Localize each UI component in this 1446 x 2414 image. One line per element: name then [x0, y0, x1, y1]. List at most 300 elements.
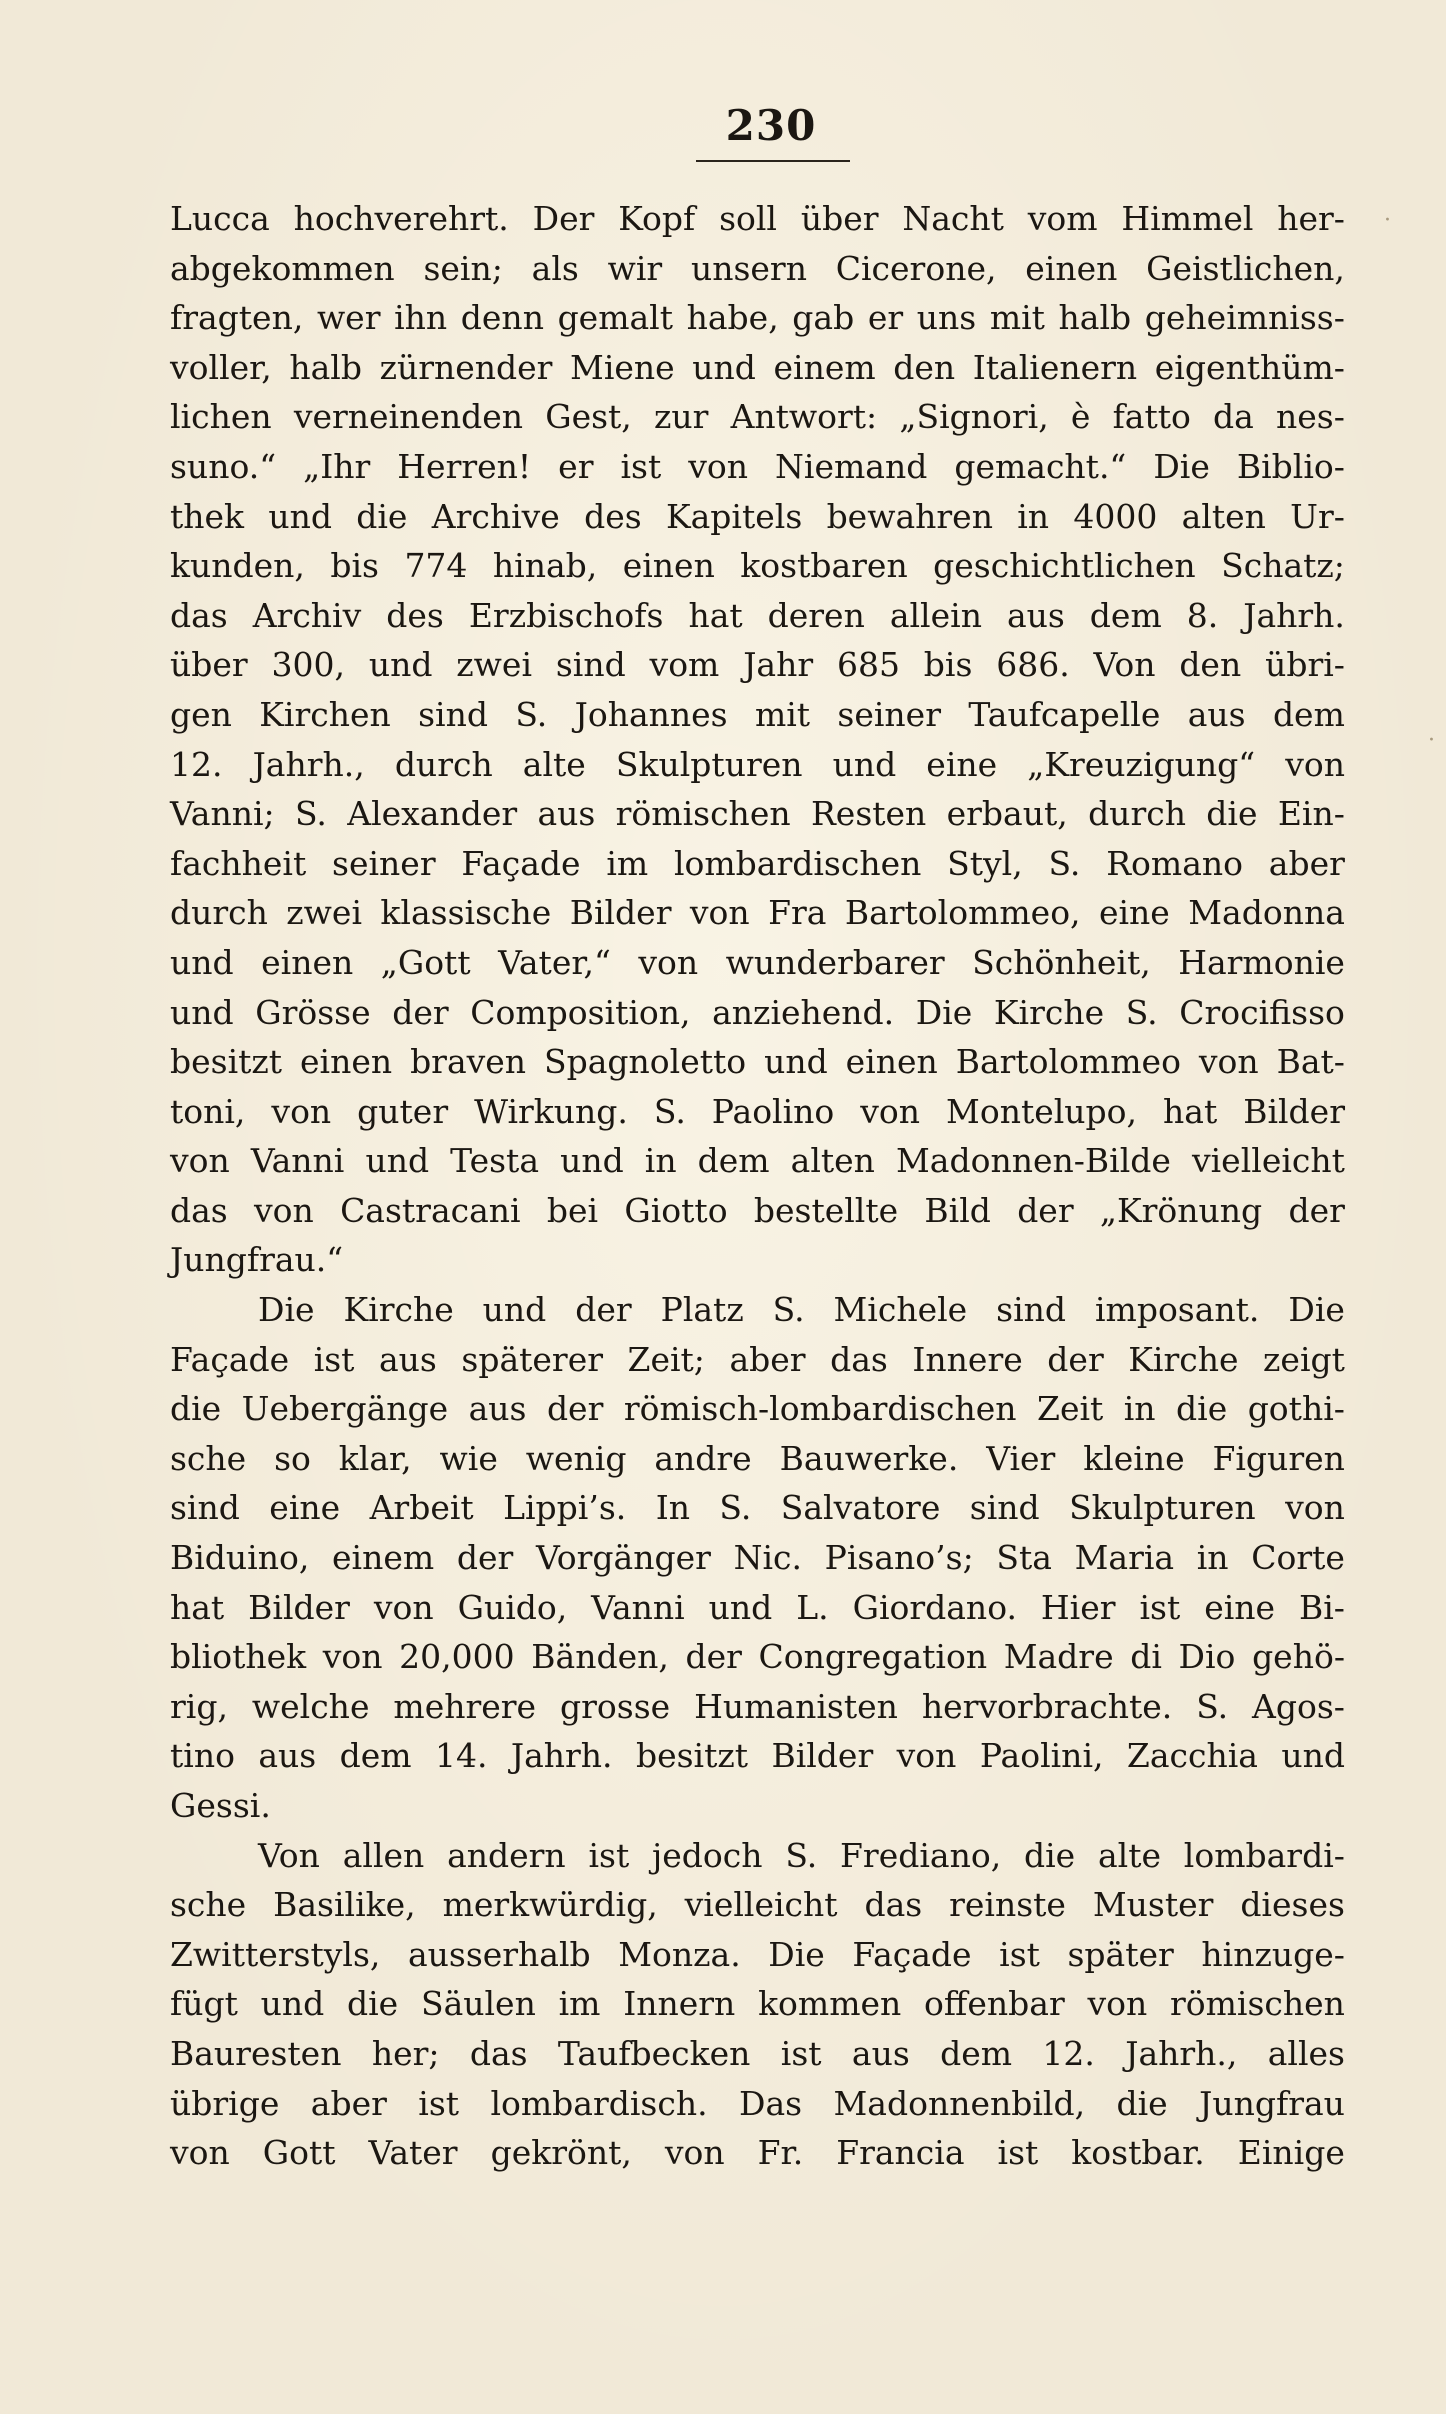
word: durch: [170, 893, 268, 933]
word: späterer: [461, 1339, 603, 1379]
word: fragten,: [170, 298, 304, 338]
word: Salvatore: [780, 1488, 941, 1528]
word: die: [347, 1984, 399, 2024]
word: der: [685, 1637, 742, 1677]
word: deren: [767, 595, 865, 635]
word: sind: [555, 645, 626, 685]
word: ist: [997, 2133, 1039, 2173]
word: L.: [796, 1587, 829, 1627]
text-line: [170, 1186, 1345, 1236]
word: wer: [316, 298, 381, 338]
word: von: [254, 1190, 314, 1230]
word: S.: [1196, 1686, 1229, 1726]
word: aus: [1006, 595, 1065, 635]
word: Basilike,: [273, 1885, 416, 1925]
word: Resten: [810, 794, 927, 834]
word: Italienern: [972, 347, 1138, 387]
word: Herren!: [397, 446, 532, 486]
word: ist: [780, 2033, 822, 2073]
word: Geistlichen,: [1146, 248, 1345, 288]
word: des: [386, 595, 444, 635]
word: besitzt: [170, 1042, 283, 1082]
word: Niemand: [775, 446, 928, 486]
word: wie: [439, 1438, 498, 1478]
word: und: [708, 1587, 773, 1627]
word: Uebergänge: [241, 1389, 449, 1429]
word: übrige: [170, 2083, 280, 2123]
word: Vater: [368, 2133, 458, 2173]
word: suno.“: [170, 446, 277, 486]
word: zur: [653, 397, 709, 437]
text-line: [170, 194, 1345, 244]
word: S.: [653, 1091, 686, 1131]
word: die: [170, 1389, 222, 1429]
word: 12.: [1042, 2033, 1095, 2073]
word: Johannes: [574, 694, 728, 734]
word: Congregation: [758, 1637, 988, 1677]
word: 300,: [271, 645, 345, 685]
word: vielleicht: [1191, 1141, 1345, 1181]
word: S.: [515, 694, 548, 734]
word: rig,: [170, 1686, 228, 1726]
word: ist: [620, 446, 662, 486]
word: und: [832, 744, 897, 784]
word: Platz: [660, 1290, 744, 1330]
word: Crocifisso: [1179, 992, 1345, 1032]
word: der: [546, 1389, 604, 1429]
word: er: [558, 446, 594, 486]
word: Façade: [170, 1339, 290, 1379]
word: Grösse: [255, 992, 371, 1032]
word: Die: [258, 1290, 315, 1330]
word: kleine: [1083, 1438, 1185, 1478]
word: Die: [915, 992, 973, 1032]
word: römisch-lombardischen: [623, 1389, 1017, 1429]
word: „Kreuzigung“: [1027, 744, 1256, 784]
word: da: [1213, 397, 1254, 437]
word: bis: [330, 546, 379, 586]
text-line: [170, 2079, 1345, 2129]
word: soll: [719, 199, 777, 238]
text-line: [170, 938, 1345, 988]
word: aus: [1187, 694, 1246, 734]
word: 686.: [996, 645, 1070, 685]
word: über: [170, 645, 248, 685]
word: von: [860, 1091, 921, 1131]
text-line: [170, 690, 1345, 740]
margin-mark: ·: [1428, 728, 1435, 753]
word: di: [1130, 1637, 1162, 1677]
text-line: [170, 740, 1345, 790]
word: vom: [1027, 199, 1098, 238]
text-line: [170, 789, 1345, 839]
text-line: [170, 1583, 1345, 1633]
word: der: [1017, 1190, 1074, 1230]
word: Lucca: [170, 199, 270, 238]
word: Vanni: [250, 1141, 345, 1181]
word: dem: [339, 1736, 412, 1776]
word: römischen: [615, 794, 791, 834]
word: hochverehrt.: [293, 199, 509, 238]
word: gab: [792, 298, 855, 338]
word: die: [1206, 794, 1258, 834]
word: Jahrh.: [510, 1736, 613, 1776]
word: halb: [1058, 298, 1132, 338]
word: Jahrh.,: [252, 744, 365, 784]
word: in: [644, 1141, 677, 1181]
word: lichen: [170, 397, 272, 437]
word: anziehend.: [712, 992, 895, 1032]
word: Vanni: [591, 1587, 685, 1627]
text-line: [170, 1483, 1345, 1533]
text-line: [170, 1930, 1345, 1980]
word: welche: [251, 1686, 370, 1726]
word: Einige: [1237, 2133, 1345, 2173]
word: über: [800, 199, 879, 238]
word: Die: [1153, 446, 1210, 486]
word: geheimniss-: [1144, 298, 1345, 338]
word: Lippi’s.: [503, 1488, 627, 1528]
word: wir: [607, 248, 663, 288]
text-line: [170, 1731, 1345, 1781]
word: „Krönung: [1099, 1190, 1263, 1230]
word: einen: [622, 546, 715, 586]
text-line: [170, 2029, 1345, 2079]
word: Ur-: [1290, 496, 1345, 536]
word: von: [322, 1637, 383, 1677]
word: 20,000: [399, 1637, 515, 1677]
word: lombardischen: [673, 843, 922, 883]
word: die: [356, 496, 408, 536]
word: im: [558, 1984, 601, 2024]
word: eine: [1204, 1587, 1276, 1627]
word: Gessi.: [170, 1786, 271, 1825]
word: einem: [773, 347, 876, 387]
word: hat: [688, 595, 743, 635]
text-line: [170, 343, 1345, 393]
word: das: [830, 1339, 888, 1379]
word: bis: [923, 645, 973, 685]
header-rule: [696, 160, 850, 162]
word: Zeit;: [627, 1339, 705, 1379]
word: Ein-: [1277, 794, 1345, 834]
word: Francia: [836, 2133, 965, 2173]
word: Bat-: [1276, 1042, 1345, 1082]
word: Montelupo,: [946, 1091, 1138, 1131]
margin-mark: ·: [1384, 208, 1391, 233]
word: alte: [1097, 1835, 1161, 1875]
word: S.: [719, 1488, 752, 1528]
word: verneinenden: [293, 397, 524, 437]
word: Corte: [1251, 1538, 1345, 1578]
word: bestellte: [753, 1190, 899, 1230]
word: uns: [916, 298, 977, 338]
word: Paolini,: [979, 1736, 1104, 1776]
word: hervorbrachte.: [921, 1686, 1173, 1726]
text-line: [170, 293, 1345, 343]
word: aber: [729, 1339, 806, 1379]
word: und: [170, 942, 234, 982]
word: von: [896, 1736, 957, 1776]
word: 8.: [1186, 595, 1219, 635]
word: Jahr: [743, 645, 814, 685]
word: Vater,“: [498, 942, 611, 982]
word: das: [170, 1190, 228, 1230]
word: abgekommen: [170, 248, 395, 288]
word: andern: [447, 1835, 566, 1875]
word: sche: [170, 1438, 247, 1478]
word: Jungfrau.“: [170, 1240, 344, 1280]
word: seiner: [332, 843, 436, 883]
word: nes-: [1276, 397, 1345, 437]
word: des: [584, 496, 642, 536]
word: in: [1196, 1538, 1229, 1578]
word: einen: [1025, 248, 1118, 288]
word: das: [469, 2033, 528, 2073]
word: halb: [289, 347, 362, 387]
text-line: [170, 1880, 1345, 1930]
word: Innere: [912, 1339, 1023, 1379]
word: Fra: [768, 893, 827, 933]
word: Façade: [852, 1934, 972, 1974]
word: sche: [170, 1885, 247, 1925]
word: Dio: [1178, 1637, 1236, 1677]
word: und: [170, 992, 234, 1032]
text-line: [170, 1781, 1345, 1831]
word: S.: [772, 1290, 805, 1330]
word: toni,: [170, 1091, 246, 1131]
text-line: [170, 1831, 1345, 1881]
word: Bauresten: [170, 2033, 342, 2073]
word: ausserhalb: [407, 1934, 591, 1974]
text-line: [170, 492, 1345, 542]
text-line: [170, 1285, 1345, 1335]
text-line: [170, 1632, 1345, 1682]
word: von: [688, 446, 749, 486]
word: merkwürdig,: [442, 1885, 658, 1925]
word: zürnender: [379, 347, 553, 387]
word: bliothek: [170, 1637, 307, 1677]
word: Der: [532, 199, 595, 238]
word: Romano: [1106, 843, 1244, 883]
word: und: [368, 645, 433, 685]
word: zwei: [286, 893, 363, 933]
word: gehö-: [1252, 1637, 1345, 1677]
word: Vanni;: [170, 794, 275, 834]
text-line: [170, 1384, 1345, 1434]
word: Nic.: [733, 1538, 802, 1578]
word: gen: [170, 694, 232, 734]
word: fachheit: [170, 843, 307, 883]
word: Taufcapelle: [968, 694, 1161, 734]
word: Castracani: [340, 1190, 521, 1230]
text-line: [170, 1533, 1345, 1583]
word: einem: [332, 1538, 435, 1578]
word: Spagnoletto: [544, 1042, 747, 1082]
word: 685: [836, 645, 900, 685]
word: durch: [1088, 794, 1186, 834]
word: aus: [851, 2033, 910, 2073]
word: allen: [342, 1835, 425, 1875]
word: kostbar.: [1071, 2133, 1205, 2173]
word: Bartolommeo,: [844, 893, 1081, 933]
word: und: [692, 347, 756, 387]
word: durch: [394, 744, 493, 784]
word: von: [1285, 744, 1345, 784]
word: hinab,: [492, 546, 598, 586]
word: mit: [989, 298, 1045, 338]
word: Säulen: [420, 1984, 536, 2024]
text-line: [170, 392, 1345, 442]
word: Taufbecken: [557, 2033, 751, 2073]
text-line: [170, 1979, 1345, 2029]
word: dem: [697, 1141, 770, 1181]
word: Archiv: [252, 595, 362, 635]
word: er: [867, 298, 904, 338]
text-line: [170, 442, 1345, 492]
word: Vorgänger: [535, 1538, 711, 1578]
text-line: [170, 839, 1345, 889]
word: S.: [785, 1835, 818, 1875]
word: römischen: [1169, 1984, 1345, 2024]
word: dieses: [1240, 1885, 1345, 1925]
word: Jahrh.,: [1125, 2033, 1238, 2073]
word: Kapitels: [665, 496, 803, 536]
word: hat: [1163, 1091, 1218, 1131]
word: Harmonie: [1178, 942, 1345, 982]
word: lombardi-: [1183, 1835, 1345, 1875]
text-line: [170, 1037, 1345, 1087]
word: Madonna: [1188, 893, 1345, 933]
word: bewahren: [826, 496, 993, 536]
word: und: [268, 496, 332, 536]
word: Cicerone,: [835, 248, 997, 288]
word: alles: [1267, 2033, 1345, 2073]
word: im: [606, 843, 649, 883]
word: dem: [1272, 694, 1345, 734]
word: Bauwerke.: [779, 1438, 959, 1478]
text-line: [170, 988, 1345, 1038]
word: Maria: [1074, 1538, 1175, 1578]
word: Muster: [1092, 1885, 1214, 1925]
word: vom: [649, 645, 720, 685]
word: Arbeit: [369, 1488, 474, 1528]
word: aus: [537, 794, 596, 834]
word: der: [456, 1538, 514, 1578]
word: Fr.: [757, 2133, 804, 2173]
word: denn: [460, 298, 544, 338]
word: einen: [300, 1042, 393, 1082]
word: alten: [1181, 496, 1266, 536]
word: kunden,: [170, 546, 305, 586]
word: kostbaren: [740, 546, 908, 586]
word: fügt: [170, 1984, 238, 2024]
word: unsern: [690, 248, 807, 288]
word: S.: [1048, 843, 1081, 883]
text-line: [170, 591, 1345, 641]
word: von: [271, 1091, 332, 1131]
word: sein;: [423, 248, 503, 288]
word: vielleicht: [684, 1885, 838, 1925]
word: tino: [170, 1736, 235, 1776]
word: hat: [170, 1587, 225, 1627]
word: Himmel: [1121, 199, 1254, 238]
word: Schönheit,: [972, 942, 1151, 982]
word: jedoch: [652, 1835, 763, 1875]
word: Kirche: [993, 992, 1105, 1032]
text-line: [170, 244, 1345, 294]
word: das: [864, 1885, 923, 1925]
word: Testa: [450, 1141, 539, 1181]
word: von: [170, 2133, 230, 2173]
word: kommen: [758, 1984, 902, 2024]
word: Bi-: [1299, 1587, 1345, 1627]
word: Sta: [996, 1538, 1052, 1578]
body-text: [170, 194, 1345, 2178]
word: Bartolommeo: [955, 1042, 1181, 1082]
word: aus: [468, 1389, 527, 1429]
word: Frediano,: [840, 1835, 1002, 1875]
word: hinzuge-: [1201, 1934, 1345, 1974]
word: gothi-: [1247, 1389, 1345, 1429]
word: Paolino: [711, 1091, 835, 1131]
word: gemalt: [557, 298, 673, 338]
word: zeigt: [1263, 1339, 1345, 1379]
word: Façade: [461, 843, 581, 883]
word: den: [893, 347, 956, 387]
word: braven: [410, 1042, 527, 1082]
word: sind: [170, 1488, 240, 1528]
word: Die: [768, 1934, 825, 1974]
word: Biblio-: [1236, 446, 1345, 486]
word: eigenthüm-: [1154, 347, 1345, 387]
word: ihn: [394, 298, 448, 338]
word: In: [655, 1488, 690, 1528]
word: mit: [754, 694, 811, 734]
word: klar,: [338, 1438, 412, 1478]
word: dem: [940, 2033, 1013, 2073]
word: Skulpturen: [1069, 1488, 1256, 1528]
word: 12.: [170, 744, 223, 784]
word: Die: [1288, 1290, 1345, 1330]
word: andre: [654, 1438, 752, 1478]
word: aus: [258, 1736, 317, 1776]
word: Kopf: [618, 199, 696, 238]
word: einen: [261, 942, 354, 982]
word: eine: [269, 1488, 341, 1528]
word: und: [482, 1290, 547, 1330]
word: Wirkung.: [474, 1091, 628, 1131]
word: Composition,: [470, 992, 691, 1032]
word: ist: [418, 2083, 460, 2123]
word: Agos-: [1252, 1686, 1345, 1726]
word: aber: [1268, 843, 1345, 883]
word: dem: [1089, 595, 1162, 635]
page-number: 230: [725, 101, 817, 150]
word: in: [1123, 1389, 1156, 1429]
word: „Gott: [380, 942, 471, 982]
word: Von: [1093, 645, 1156, 685]
word: ist: [999, 1934, 1040, 1974]
word: der: [392, 992, 449, 1032]
word: Kirche: [1128, 1339, 1239, 1379]
word: Bilder: [771, 1736, 874, 1776]
word: aber: [310, 2083, 387, 2123]
text-line: [170, 1434, 1345, 1484]
word: Guido,: [457, 1587, 568, 1627]
word: Styl,: [947, 843, 1023, 883]
word: reinste: [949, 1885, 1066, 1925]
